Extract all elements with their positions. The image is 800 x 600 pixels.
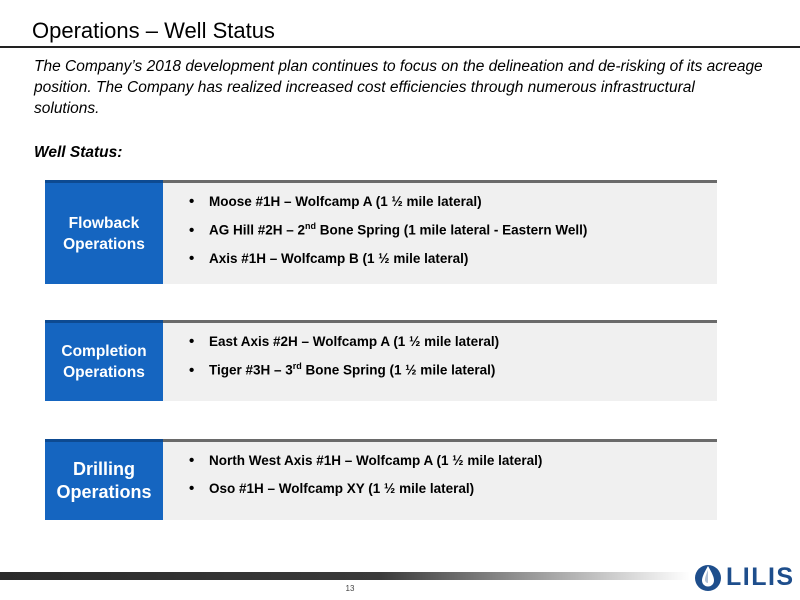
list-item (189, 480, 717, 497)
label-line: Operations (63, 235, 145, 253)
list-item-text: North West Axis #1H – Wolfcamp A (1 ½ mile lateral) (209, 453, 543, 468)
flowback-operations-block (45, 180, 717, 284)
bullet-dot: • (189, 249, 195, 267)
page-number: 13 (345, 584, 355, 593)
label-line: Operations (63, 364, 145, 381)
list-item (189, 452, 717, 469)
list-item (189, 250, 717, 267)
footer-bar (0, 572, 690, 580)
list-item (189, 221, 717, 239)
completion-operations-list (163, 320, 717, 401)
label-line: Flowback (68, 214, 140, 232)
list-item-text: Moose #1H – Wolfcamp A (1 ½ mile lateral) (209, 194, 482, 209)
list-item (189, 361, 717, 379)
flowback-operations-list (163, 180, 717, 284)
bullet-dot: • (189, 452, 195, 469)
drilling-operations-label (45, 439, 163, 520)
well-status-heading: Well Status: (34, 144, 123, 161)
list-item-text: Oso #1H – Wolfcamp XY (1 ½ mile lateral) (209, 481, 475, 496)
company-logo (694, 562, 795, 592)
list-item-text: AG Hill #2H – 2nd Bone Spring (1 mile lateral - Eastern Well) (209, 221, 588, 238)
list-item-text: Tiger #3H – 3rd Bone Spring (1 ½ mile lateral) (209, 361, 496, 378)
list-item-text: East Axis #2H – Wolfcamp A (1 ½ mile lateral) (209, 334, 500, 349)
label-line: Operations (56, 482, 152, 502)
completion-operations-block (45, 320, 717, 401)
intro-paragraph: The Company’s 2018 development plan continues to focus on the delineation and de-risking of its acreage position. The Company has realized increased cost efficiencies through numerous infrastructural solutions. (34, 58, 763, 117)
flowback-operations-label (45, 180, 163, 284)
list-item-text: Axis #1H – Wolfcamp B (1 ½ mile lateral) (209, 250, 469, 266)
logo-wordmark: LILIS (726, 562, 795, 591)
oil-drop-icon (694, 562, 722, 592)
list-item (189, 193, 717, 210)
drilling-operations-block (45, 439, 717, 520)
list-item (189, 333, 717, 350)
bullet-dot: • (189, 361, 195, 379)
bullet-dot: • (189, 480, 195, 497)
label-line: Completion (61, 343, 147, 360)
completion-operations-label (45, 320, 163, 401)
title-divider (0, 46, 800, 48)
page-title: Operations – Well Status (32, 18, 275, 43)
bullet-dot: • (189, 193, 195, 210)
label-line: Drilling (73, 459, 135, 479)
bullet-dot: • (189, 333, 195, 350)
bullet-dot: • (189, 221, 195, 239)
drilling-operations-list (163, 439, 717, 520)
